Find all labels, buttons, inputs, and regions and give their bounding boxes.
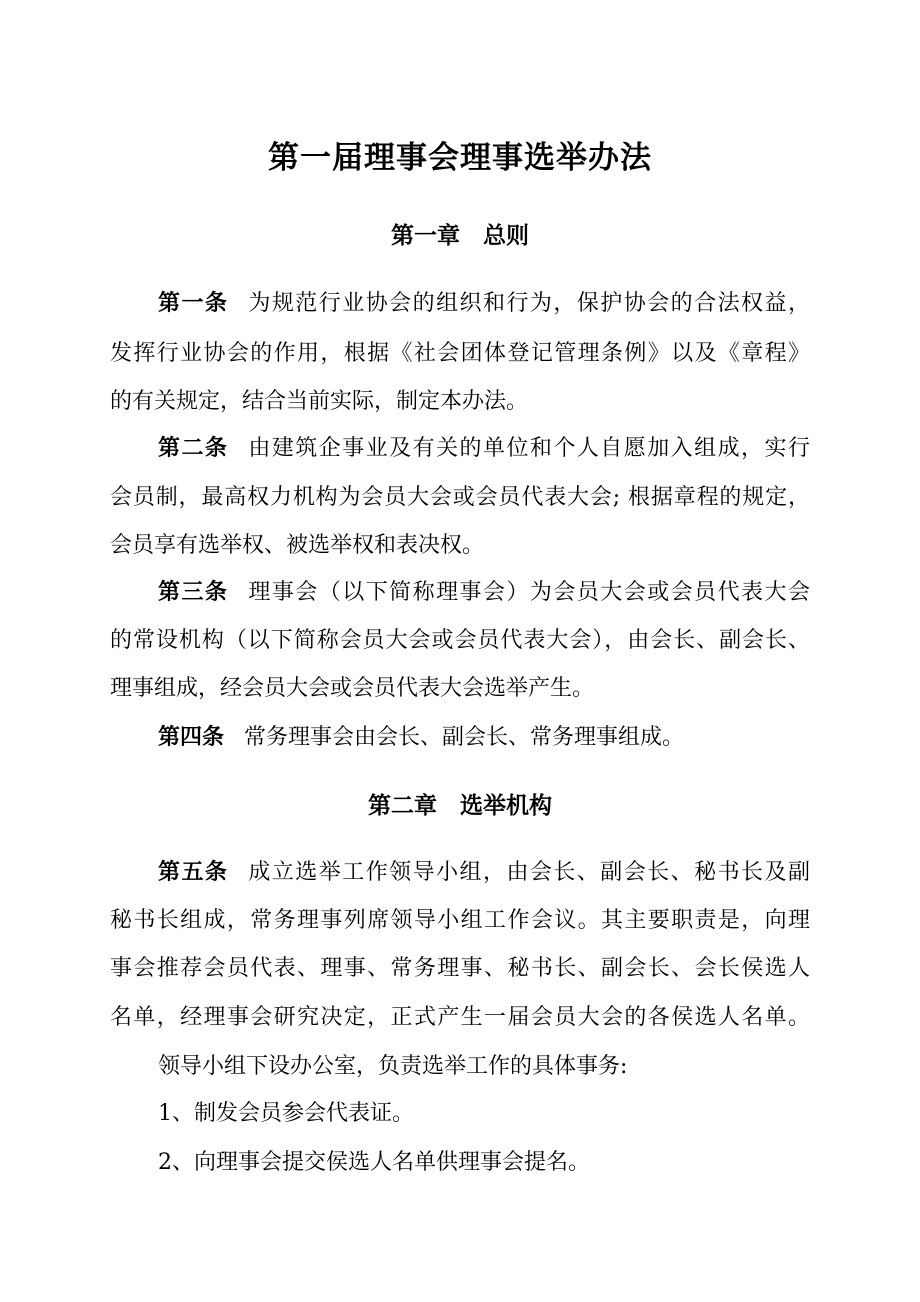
list-item: 2、向理事会提交侯选人名单供理事会提名。 [158, 1150, 590, 1175]
article-label: 第二条 [158, 436, 229, 461]
article-text: 常务理事会由会长、副会长、常务理事组成。 [244, 725, 685, 750]
article-text-line: 秘书长组成，常务理事列席领导小组工作会议。其主要职责是，向理 [110, 908, 810, 933]
list-item: 1、制发会员参会代表证。 [158, 1101, 414, 1126]
article-first-line [158, 289, 810, 319]
paragraph: 领导小组下设办公室，负责选举工作的具体事务: [158, 1054, 628, 1079]
chapter-heading: 第一章 总则 [391, 223, 529, 249]
chapter-heading: 第二章 选举机构 [368, 793, 552, 819]
article-first-line [158, 723, 684, 753]
article-first-line [158, 858, 810, 888]
article-text-line: 事会推荐会员代表、理事、常务理事、秘书长、副会长、会长侯选人 [110, 956, 810, 981]
article-text: 成立选举工作领导小组，由会长、副会长、秘书长及副 [248, 860, 810, 885]
article-text-line: 会员享有选举权、被选举权和表决权。 [110, 533, 485, 558]
article-first-line [158, 434, 810, 464]
article-text-line: 的常设机构（以下简称会员大会或会员代表大会），由会长、副会长、 [110, 628, 810, 653]
document-title: 第一届理事会理事选举办法 [268, 140, 652, 176]
article-text: 由建筑企事业及有关的单位和个人自愿加入组成，实行 [248, 436, 810, 461]
article-label: 第一条 [158, 291, 229, 316]
article-label: 第三条 [158, 580, 229, 605]
article-text-line: 发挥行业协会的作用，根据《社会团体登记管理条例》以及《章程》 [110, 341, 810, 366]
article-first-line [158, 578, 810, 608]
article-text-line: 理事组成，经会员大会或会员代表大会选举产生。 [110, 676, 595, 701]
article-text-line: 的有关规定，结合当前实际，制定本办法。 [110, 389, 529, 414]
article-text-line: 名单，经理事会研究决定，正式产生一届会员大会的各侯选人名单。 [110, 1005, 810, 1030]
article-label: 第五条 [158, 860, 229, 885]
article-text: 为规范行业协会的组织和行为，保护协会的合法权益， [248, 291, 810, 316]
article-label: 第四条 [158, 725, 225, 750]
article-text-line: 会员制，最高权力机构为会员大会或会员代表大会; 根据章程的规定， [110, 485, 810, 510]
article-text: 理事会（以下简称理事会）为会员大会或会员代表大会 [248, 580, 810, 605]
